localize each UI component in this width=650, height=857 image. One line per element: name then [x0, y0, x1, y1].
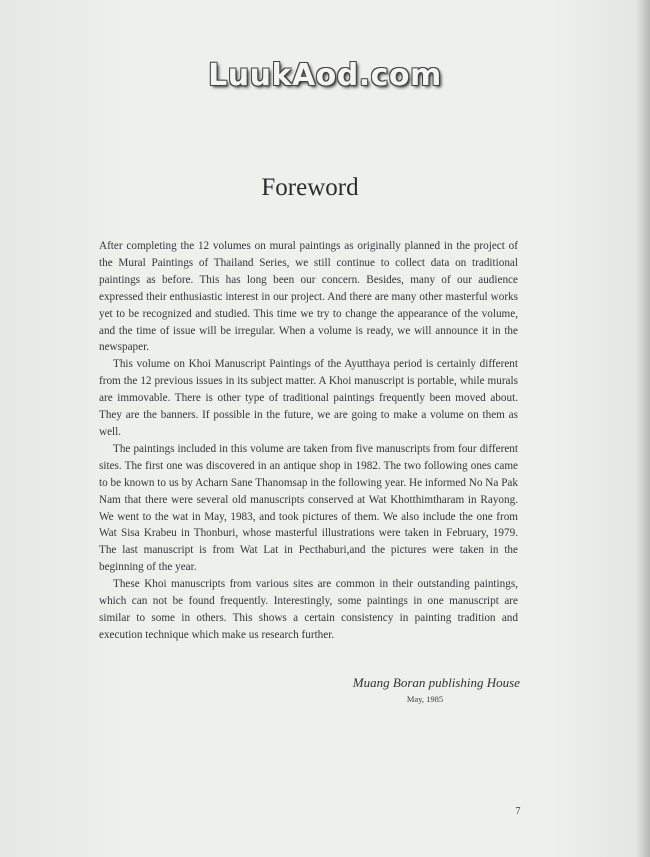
page-number: 7 [515, 806, 521, 817]
paragraph: The paintings included in this volume are taken from five manuscripts from four different sites. The first one was discovered in an antique shop in 1982. The two following ones came to be known to us by Acharn Sane Thanomsap in the following year. He informed No Na Pak Nam that there were several old manuscripts conserved at Wat Khotthimtharam in Rayong. We went to the wat in May, 1983, and took pictures of them. We also include the one from Wat Sisa Krabeu in Thonburi, whose masterful illustrations were taken in February, 1979. The last manuscript is from Wat Lat in Pecthaburi,and the pictures were taken in the beginning of the year. [99, 442, 518, 574]
publisher-signature: Muang Boran publishing House [352, 675, 520, 690]
paragraph: This volume on Khoi Manuscript Paintings of the Ayutthaya period is certainly different from the 12 previous issues in its subject matter. A Khoi manuscript is portable, while murals are immovable. There is other type of traditional paintings frequently been moved about. They are the banners. If possible in the future, we are going to make a volume on them as well. [99, 358, 518, 438]
paragraph: These Khoi manuscripts from various sites are common in their outstanding paintings, which can not be found frequently. Interestingly, some paintings in one manuscript are similar to some in others. This shows a certain consistency in painting tradition and execution technique which make us research further. [99, 578, 518, 641]
foreword-body [99, 238, 518, 644]
signature-date: May, 1985 [406, 694, 444, 704]
watermark-logo: LuukAod.com [208, 58, 442, 93]
page-spine-shadow [636, 0, 650, 857]
page-title: Foreword [261, 174, 359, 201]
paragraph: After completing the 12 volumes on mural paintings as originally planned in the project of the Mural Paintings of Thailand Series, we still continue to collect data on traditional paintings as before. This has long been our concern. Besides, many of our audience expressed their enthusiastic interest in our project. And there are many other masterful works yet to be recognized and studied. This time we try to change the appearance of the volume, and the time of issue will be irregular. When a volume is ready, we will announce it in the newspaper. [99, 240, 518, 354]
